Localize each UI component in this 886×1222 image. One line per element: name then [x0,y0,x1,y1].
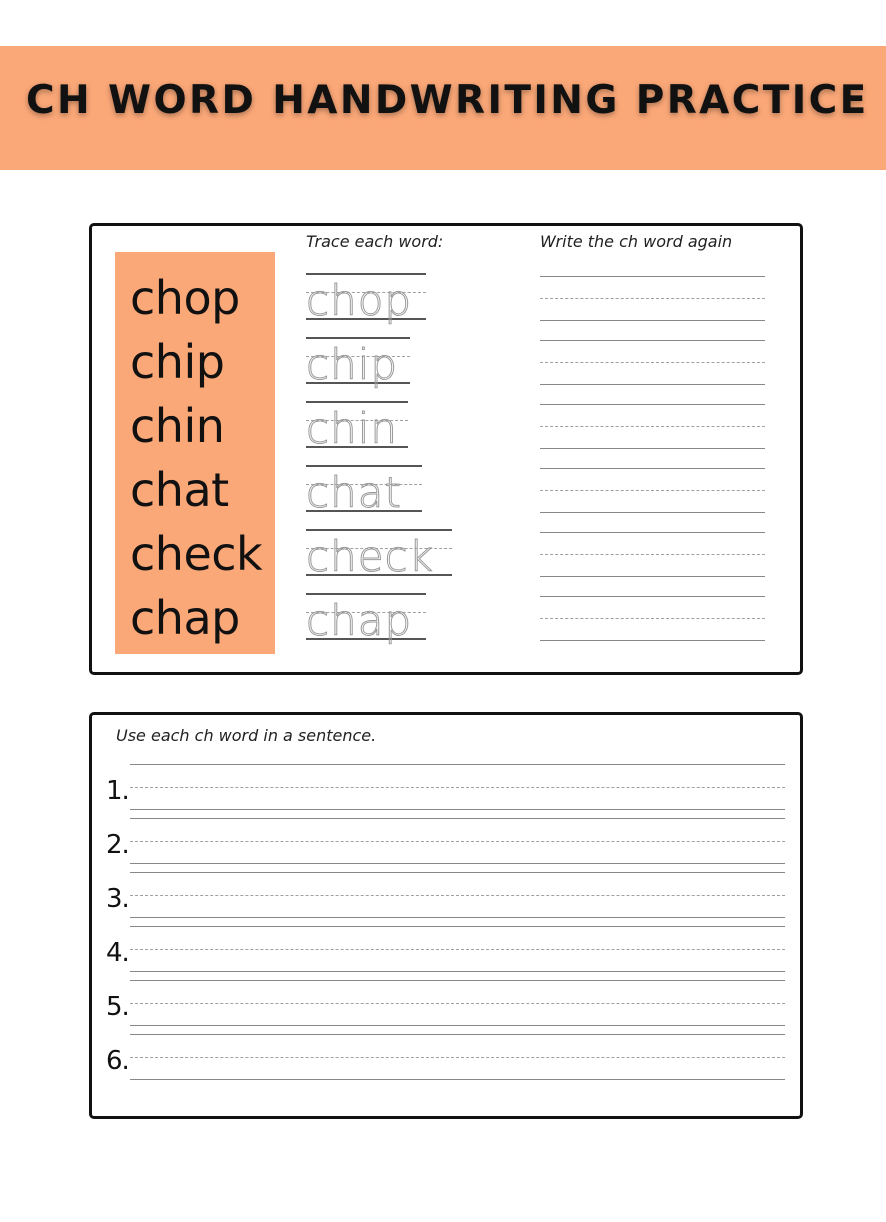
write-base-line[interactable] [540,448,765,449]
trace-word[interactable]: chap [306,596,413,645]
trace-top-line [306,273,426,275]
sentence-mid-line [130,841,785,842]
trace-top-line [306,593,426,595]
write-base-line[interactable] [540,512,765,513]
practice-word: chap [130,591,240,645]
sentence-instruction: Use each ch word in a sentence. [116,726,377,745]
write-top-line[interactable] [540,468,765,469]
write-mid-line [540,426,765,427]
sentence-mid-line [130,1057,785,1058]
page-title: CH WORD HANDWRITING PRACTICE [26,78,869,123]
sentence-base-line[interactable] [130,971,785,972]
write-top-line[interactable] [540,340,765,341]
trace-word[interactable]: chop [306,276,413,325]
trace-header: Trace each word: [306,232,444,251]
sentence-top-line[interactable] [130,764,785,765]
trace-word[interactable]: chat [306,468,402,517]
sentence-number: 4. [106,938,129,968]
sentence-number: 6. [106,1046,129,1076]
practice-word: chop [130,271,240,325]
write-base-line[interactable] [540,640,765,641]
sentence-base-line[interactable] [130,809,785,810]
practice-word: check [130,527,263,581]
trace-top-line [306,401,408,403]
sentence-number: 1. [106,776,129,806]
practice-word: chip [130,335,225,389]
sentence-mid-line [130,895,785,896]
write-mid-line [540,362,765,363]
sentence-mid-line [130,1003,785,1004]
practice-word: chat [130,463,229,517]
sentence-top-line[interactable] [130,818,785,819]
write-base-line[interactable] [540,576,765,577]
write-top-line[interactable] [540,596,765,597]
trace-word[interactable]: chin [306,404,398,453]
trace-top-line [306,529,452,531]
practice-word: chin [130,399,225,453]
write-top-line[interactable] [540,404,765,405]
trace-top-line [306,465,422,467]
write-mid-line [540,554,765,555]
write-mid-line [540,298,765,299]
sentence-top-line[interactable] [130,872,785,873]
sentence-base-line[interactable] [130,863,785,864]
trace-top-line [306,337,410,339]
trace-word[interactable]: check [306,532,434,581]
sentence-mid-line [130,949,785,950]
write-again-header: Write the ch word again [540,232,733,251]
write-base-line[interactable] [540,384,765,385]
sentence-base-line[interactable] [130,1079,785,1080]
write-mid-line [540,490,765,491]
sentence-top-line[interactable] [130,926,785,927]
sentence-mid-line [130,787,785,788]
sentence-top-line[interactable] [130,1034,785,1035]
sentence-number: 3. [106,884,129,914]
sentence-top-line[interactable] [130,980,785,981]
sentence-base-line[interactable] [130,917,785,918]
write-mid-line [540,618,765,619]
sentence-number: 2. [106,830,129,860]
write-top-line[interactable] [540,276,765,277]
sentence-base-line[interactable] [130,1025,785,1026]
sentence-number: 5. [106,992,129,1022]
trace-word[interactable]: chip [306,340,399,389]
write-base-line[interactable] [540,320,765,321]
write-top-line[interactable] [540,532,765,533]
